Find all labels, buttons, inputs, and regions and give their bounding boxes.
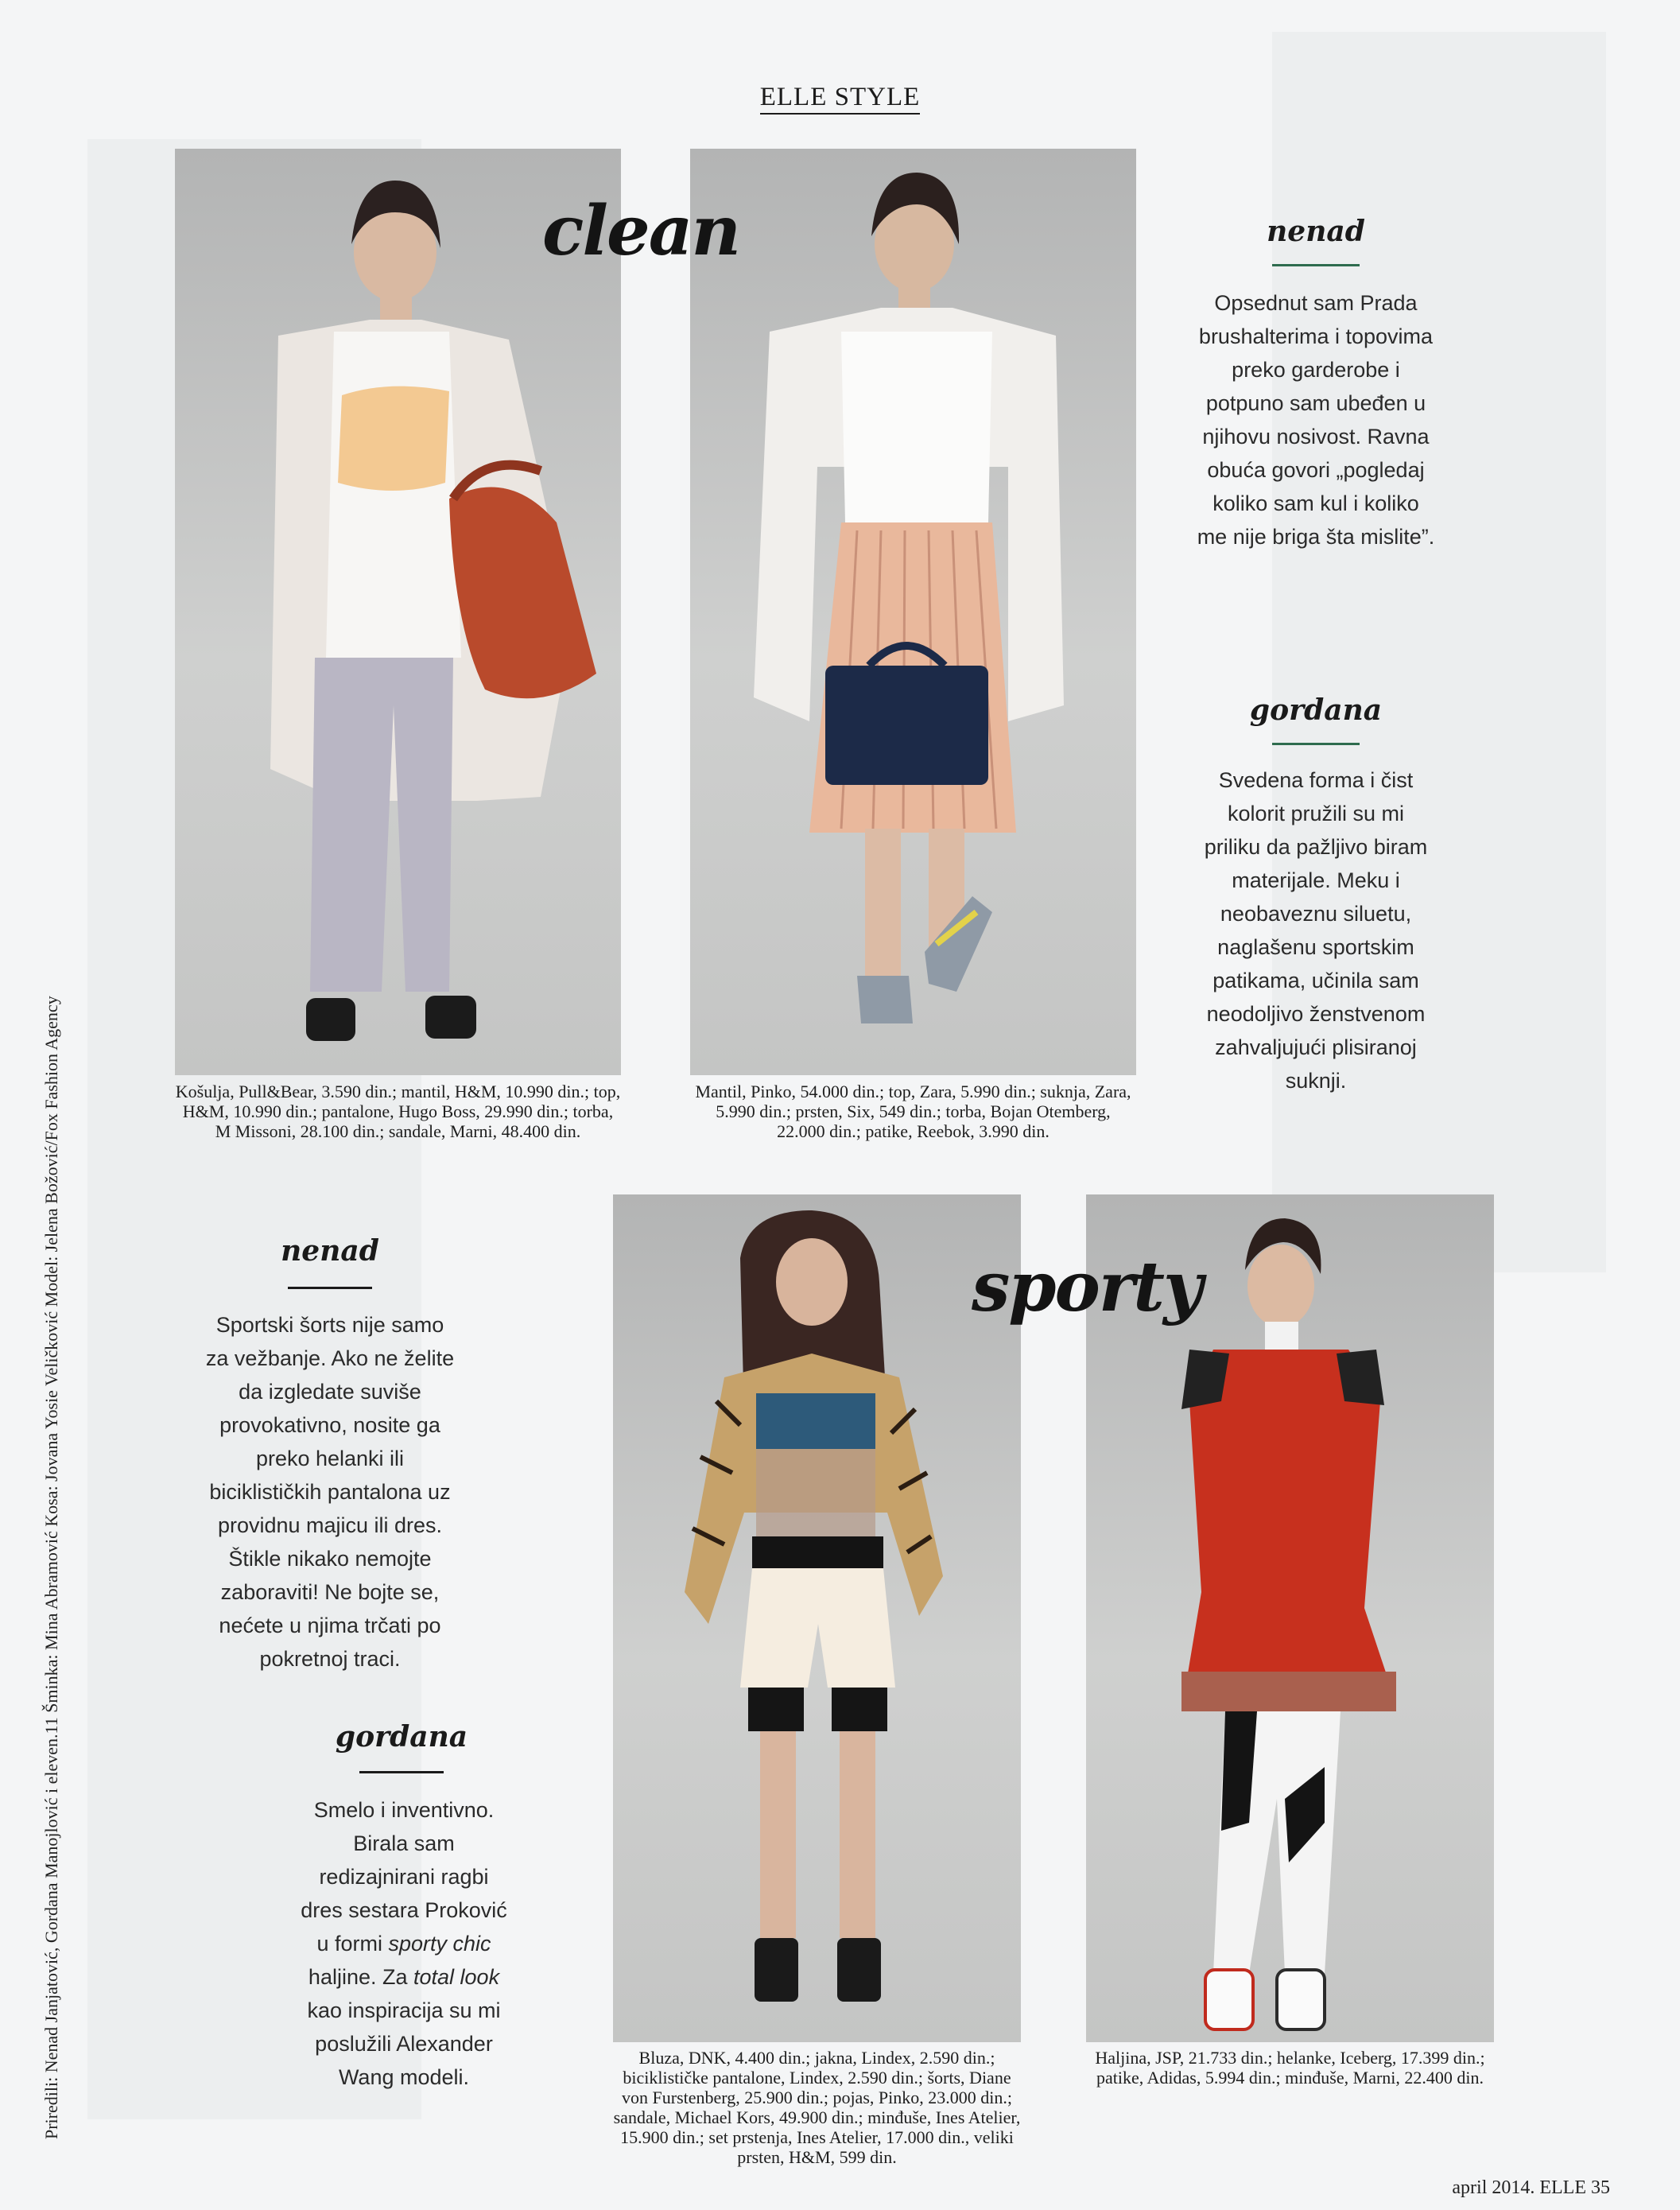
quote-italic: total look: [413, 1965, 500, 1989]
caption-sporty-1: Bluza, DNK, 4.400 din.; jakna, Lindex, 2.590 din.; biciklističke pantalone, Lindex, 2.590 din.; šorts, Diane von Furstenberg, 25.900 din.; pojas, Pinko, 23.000 din.; sandale, Michael Kors, 49.900 din.; minđuše, Ines Atelier, 15.900 din.; set prstenja, Ines Atelier, 17.000 din., veliki prsten, H&M, 599 din.: [613, 2048, 1021, 2167]
caption-sporty-2: Haljina, JSP, 21.733 din.; helanke, Iceberg, 17.399 din.; patike, Adidas, 5.994 din.; minđuše, Marni, 22.400 din.: [1095, 2048, 1485, 2088]
model-clean-2-illustration: [690, 149, 1136, 1075]
quote-text: Smelo i inventivno. Birala sam redizajnirani ragbi dres sestara Proković u formi: [301, 1798, 507, 1956]
section-title-sporty: sporty: [972, 1247, 1201, 1327]
quote-nenad-sporty: Sportski šorts nije samo za vežbanje. Ako ne želite da izgledate suviše provokativno, nosite ga preko helanki ili biciklističkih pantalona uz providnu majicu ili dres. Štikle nikako nemojte zaboraviti! Ne bojte se, nećete u njima trčati po pokretnoj traci.: [205, 1313, 455, 1671]
photo-credits: Priredili: Nenad Janjatović, Gordana Manojlović i eleven.11 Šminka: Mina Abramović Kosa: Jovana Yosie Veličković Model: Jelena Božović/Fox Fashion Agency: [41, 996, 61, 2139]
caption-clean-1: Košulja, Pull&Bear, 3.590 din.; mantil, H&M, 10.990 din.; top, H&M, 10.990 din.; pantalone, Hugo Boss, 29.990 din.; torba, M Missoni, 28.100 din.; sandale, Marni, 48.400 din.: [175, 1082, 621, 1141]
quote-italic: sporty chic: [388, 1932, 491, 1956]
photo-clean-2: [690, 149, 1136, 1075]
stylist-name-nenad-clean: nenad: [1267, 215, 1365, 248]
quote-text: haljine. Za: [308, 1965, 413, 1989]
stylist-name-gordana-clean: gordana: [1249, 693, 1383, 727]
stylist-name-gordana-sporty: gordana: [335, 1720, 468, 1754]
stylist-name-nenad-sporty: nenad: [281, 1234, 379, 1268]
quote-text: kao inspiracija su mi poslužili Alexander Wang modeli.: [307, 1998, 501, 2089]
model-sporty-1-illustration: [613, 1194, 1021, 2042]
name-underline: [359, 1771, 444, 1773]
photo-sporty-1: [613, 1194, 1021, 2042]
model-clean-1-illustration: [175, 149, 621, 1075]
photo-clean-1: [175, 149, 621, 1075]
quote-gordana-sporty: [301, 1793, 507, 2094]
section-title-clean: clean: [542, 191, 739, 271]
section-header: ELLE STYLE: [0, 83, 1680, 112]
name-underline: [1272, 264, 1360, 266]
name-underline: [288, 1287, 372, 1289]
page-folio: april 2014. ELLE 35: [1452, 2177, 1610, 2198]
quote-gordana-clean: Svedena forma i čist kolorit pružili su mi priliku da pažljivo biram materijale. Meku i neobaveznu siluetu, naglašenu sportskim patikama, učinila sam neodoljivo ženstvenom zahvaljujući plisiranoj suknji.: [1204, 768, 1428, 1093]
name-underline: [1272, 743, 1360, 745]
quote-nenad-clean: Opsednut sam Prada brushalterima i topovima preko garderobe i potpuno sam ubeđen u njihovu nosivost. Ravna obuća govori „pogledaj koliko sam kul i koliko me nije briga šta mislite”.: [1197, 291, 1435, 549]
caption-clean-2: Mantil, Pinko, 54.000 din.; top, Zara, 5.990 din.; suknja, Zara, 5.990 din.; prsten, Six, 549 din.; torba, Bojan Otemberg, 22.000 din.; patike, Reebok, 3.990 din.: [695, 1082, 1131, 1141]
